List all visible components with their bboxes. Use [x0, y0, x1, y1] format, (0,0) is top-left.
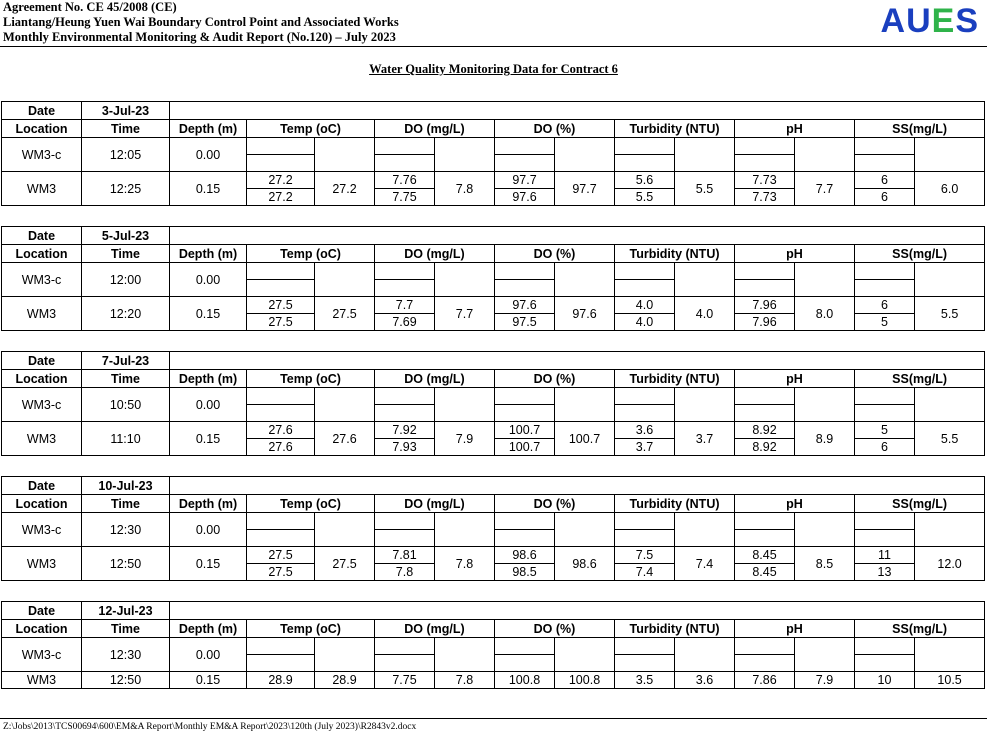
station-ph-average: 8.0 [795, 297, 855, 331]
col-time: Time [82, 495, 170, 513]
station-location: WM3 [2, 422, 82, 456]
station-ss-average: 5.5 [915, 297, 985, 331]
station-ph-readings [735, 172, 795, 206]
station-depth: 0.15 [170, 172, 247, 206]
station-do_pct-reading-2: 97.6 [512, 190, 537, 204]
station-ph-reading-1: 7.96 [735, 297, 794, 314]
control-do_pct-average [555, 138, 615, 172]
station-ph-reading-2: 8.92 [752, 440, 777, 454]
station-depth: 0.15 [170, 672, 247, 689]
control-temp-readings [247, 388, 315, 422]
control-turbidity-average [675, 638, 735, 672]
station-depth: 0.15 [170, 422, 247, 456]
station-location: WM3 [2, 547, 82, 581]
control-turbidity-readings [615, 138, 675, 172]
control-do_mg-readings [375, 638, 435, 672]
station-turbidity-reading-1: 7.5 [615, 547, 674, 564]
control-turbidity-readings [615, 388, 675, 422]
logo-letter-s: S [955, 2, 979, 40]
control-ph-average [795, 388, 855, 422]
date-row-blank [170, 477, 985, 495]
station-ss-average: 6.0 [915, 172, 985, 206]
control-ph-average [795, 513, 855, 547]
station-ss-readings [855, 422, 915, 456]
col-do_pct: DO (%) [495, 620, 615, 638]
station-ph-average: 7.9 [795, 672, 855, 689]
station-turbidity-reading-2: 4.0 [635, 315, 654, 329]
station-ph-average: 7.7 [795, 172, 855, 206]
station-do_pct-reading: 100.8 [495, 672, 555, 689]
station-do_pct-readings [495, 422, 555, 456]
station-temp-reading-2: 27.6 [268, 440, 293, 454]
station-turbidity-readings [615, 297, 675, 331]
col-time: Time [82, 620, 170, 638]
col-temp: Temp (oC) [247, 495, 375, 513]
station-ss-reading-2: 6 [881, 440, 888, 454]
control-depth: 0.00 [170, 388, 247, 422]
col-temp: Temp (oC) [247, 620, 375, 638]
col-location: Location [2, 620, 82, 638]
control-do_mg-average [435, 638, 495, 672]
date-label: Date [2, 227, 82, 245]
station-temp-readings [247, 422, 315, 456]
control-ph-average [795, 138, 855, 172]
col-location: Location [2, 245, 82, 263]
station-ph-reading-2: 8.45 [752, 565, 777, 579]
station-location: WM3 [2, 672, 82, 689]
station-ph-reading-2: 7.73 [752, 190, 777, 204]
station-time: 11:10 [82, 422, 170, 456]
station-do_pct-average: 100.7 [555, 422, 615, 456]
col-ph: pH [735, 620, 855, 638]
col-depth: Depth (m) [170, 495, 247, 513]
header-divider [0, 46, 987, 47]
station-ss-average: 5.5 [915, 422, 985, 456]
col-do_mg: DO (mg/L) [375, 245, 495, 263]
station-do_pct-reading-1: 97.6 [495, 297, 554, 314]
station-do_pct-readings [495, 547, 555, 581]
station-depth: 0.15 [170, 297, 247, 331]
col-ss: SS(mg/L) [855, 620, 985, 638]
station-do_pct-average: 97.6 [555, 297, 615, 331]
col-turbidity: Turbidity (NTU) [615, 245, 735, 263]
control-ph-readings [735, 138, 795, 172]
station-do_mg-readings [375, 422, 435, 456]
col-location: Location [2, 495, 82, 513]
col-do_pct: DO (%) [495, 245, 615, 263]
station-temp-readings [247, 547, 315, 581]
station-turbidity-reading-2: 5.5 [635, 190, 654, 204]
control-temp-average [315, 388, 375, 422]
control-do_pct-readings [495, 513, 555, 547]
col-do_pct: DO (%) [495, 495, 615, 513]
control-time: 10:50 [82, 388, 170, 422]
station-do_pct-average: 97.7 [555, 172, 615, 206]
control-time: 12:05 [82, 138, 170, 172]
control-do_pct-average [555, 638, 615, 672]
col-do_mg: DO (mg/L) [375, 620, 495, 638]
logo-letter-u: U [906, 2, 932, 40]
station-do_mg-readings [375, 172, 435, 206]
date-value: 5-Jul-23 [82, 227, 170, 245]
control-temp-readings [247, 263, 315, 297]
col-time: Time [82, 370, 170, 388]
station-temp-reading-1: 27.5 [247, 297, 314, 314]
control-do_mg-readings [375, 138, 435, 172]
control-ph-average [795, 638, 855, 672]
date-label: Date [2, 352, 82, 370]
station-temp-readings [247, 172, 315, 206]
footer-divider [0, 718, 987, 719]
col-turbidity: Turbidity (NTU) [615, 620, 735, 638]
station-ph-readings [735, 297, 795, 331]
station-do_mg-average: 7.8 [435, 672, 495, 689]
col-do_pct: DO (%) [495, 370, 615, 388]
col-turbidity: Turbidity (NTU) [615, 120, 735, 138]
station-do_mg-reading: 7.75 [375, 672, 435, 689]
date-value: 7-Jul-23 [82, 352, 170, 370]
station-do_pct-reading-2: 100.7 [508, 440, 541, 454]
control-depth: 0.00 [170, 638, 247, 672]
control-turbidity-readings [615, 263, 675, 297]
control-ph-readings [735, 263, 795, 297]
station-do_mg-average: 7.8 [435, 547, 495, 581]
station-turbidity-reading-2: 3.7 [635, 440, 654, 454]
control-turbidity-average [675, 513, 735, 547]
station-ss-reading-2: 6 [881, 190, 888, 204]
col-ss: SS(mg/L) [855, 495, 985, 513]
station-ss-readings [855, 297, 915, 331]
project-name: Liantang/Heung Yuen Wai Boundary Control Point and Associated Works [3, 15, 399, 29]
station-location: WM3 [2, 297, 82, 331]
station-do_pct-reading-2: 97.5 [512, 315, 537, 329]
control-location: WM3-c [2, 388, 82, 422]
col-temp: Temp (oC) [247, 120, 375, 138]
logo-letter-a: A [880, 2, 907, 40]
date-row-blank [170, 227, 985, 245]
col-ph: pH [735, 495, 855, 513]
control-temp-readings [247, 638, 315, 672]
station-do_pct-reading-1: 97.7 [495, 172, 554, 189]
station-do_mg-average: 7.9 [435, 422, 495, 456]
control-temp-readings [247, 513, 315, 547]
col-turbidity: Turbidity (NTU) [615, 370, 735, 388]
station-ph-reading-1: 8.92 [735, 422, 794, 439]
col-ss: SS(mg/L) [855, 370, 985, 388]
date-value: 12-Jul-23 [82, 602, 170, 620]
station-turbidity-readings [615, 172, 675, 206]
station-do_mg-reading-1: 7.92 [375, 422, 434, 439]
station-turbidity-average: 5.5 [675, 172, 735, 206]
station-time: 12:20 [82, 297, 170, 331]
col-ph: pH [735, 120, 855, 138]
col-location: Location [2, 120, 82, 138]
control-depth: 0.00 [170, 138, 247, 172]
control-do_mg-average [435, 388, 495, 422]
date-label: Date [2, 477, 82, 495]
control-ss-readings [855, 513, 915, 547]
control-do_mg-average [435, 263, 495, 297]
station-ss-reading-2: 5 [881, 315, 888, 329]
station-time: 12:25 [82, 172, 170, 206]
control-temp-average [315, 138, 375, 172]
control-do_mg-average [435, 513, 495, 547]
station-do_pct-reading-2: 98.5 [512, 565, 537, 579]
control-temp-readings [247, 138, 315, 172]
date-value: 10-Jul-23 [82, 477, 170, 495]
control-do_mg-readings [375, 513, 435, 547]
page-title: Water Quality Monitoring Data for Contract 6 [369, 62, 618, 76]
station-time: 12:50 [82, 672, 170, 689]
col-time: Time [82, 120, 170, 138]
control-do_pct-average [555, 263, 615, 297]
station-do_mg-reading-2: 7.93 [392, 440, 417, 454]
control-depth: 0.00 [170, 263, 247, 297]
station-ss-readings [855, 547, 915, 581]
control-time: 12:00 [82, 263, 170, 297]
control-location: WM3-c [2, 513, 82, 547]
station-do_pct-average: 98.6 [555, 547, 615, 581]
station-ph-readings [735, 422, 795, 456]
control-do_mg-readings [375, 388, 435, 422]
control-ph-average [795, 263, 855, 297]
control-time: 12:30 [82, 513, 170, 547]
control-ss-average [915, 138, 985, 172]
col-time: Time [82, 245, 170, 263]
control-turbidity-average [675, 388, 735, 422]
station-do_pct-readings [495, 297, 555, 331]
control-do_mg-readings [375, 263, 435, 297]
col-depth: Depth (m) [170, 120, 247, 138]
station-ss-average: 12.0 [915, 547, 985, 581]
station-temp-reading-1: 27.5 [247, 547, 314, 564]
station-turbidity-reading-1: 3.6 [615, 422, 674, 439]
station-temp-readings [247, 297, 315, 331]
station-turbidity-readings [615, 547, 675, 581]
col-depth: Depth (m) [170, 620, 247, 638]
control-turbidity-readings [615, 513, 675, 547]
control-time: 12:30 [82, 638, 170, 672]
control-do_pct-readings [495, 638, 555, 672]
station-ph-reading-1: 8.45 [735, 547, 794, 564]
agreement-number: Agreement No. CE 45/2008 (CE) [3, 0, 177, 14]
col-depth: Depth (m) [170, 245, 247, 263]
date-table [1, 101, 985, 206]
col-turbidity: Turbidity (NTU) [615, 495, 735, 513]
control-turbidity-average [675, 138, 735, 172]
report-name: Monthly Environmental Monitoring & Audit Report (No.120) – July 2023 [3, 30, 396, 44]
station-temp-average: 27.5 [315, 547, 375, 581]
station-turbidity-average: 3.6 [675, 672, 735, 689]
control-ss-average [915, 513, 985, 547]
control-location: WM3-c [2, 138, 82, 172]
col-ss: SS(mg/L) [855, 120, 985, 138]
station-do_mg-average: 7.8 [435, 172, 495, 206]
logo-letter-e: E [931, 2, 956, 40]
control-ss-average [915, 388, 985, 422]
station-ss-reading-1: 5 [855, 422, 914, 439]
station-ph-average: 8.5 [795, 547, 855, 581]
station-ph-readings [735, 547, 795, 581]
station-turbidity-average: 7.4 [675, 547, 735, 581]
station-turbidity-reading-1: 5.6 [615, 172, 674, 189]
station-ph-reading-2: 7.96 [752, 315, 777, 329]
control-do_pct-average [555, 388, 615, 422]
date-row-blank [170, 602, 985, 620]
station-temp-average: 28.9 [315, 672, 375, 689]
control-ph-readings [735, 513, 795, 547]
station-do_mg-readings [375, 547, 435, 581]
station-do_mg-readings [375, 297, 435, 331]
control-location: WM3-c [2, 263, 82, 297]
station-do_mg-reading-2: 7.8 [395, 565, 414, 579]
station-ss-readings [855, 172, 915, 206]
control-do_pct-readings [495, 263, 555, 297]
col-location: Location [2, 370, 82, 388]
control-do_mg-average [435, 138, 495, 172]
control-ss-readings [855, 138, 915, 172]
station-ph-average: 8.9 [795, 422, 855, 456]
date-row-blank [170, 352, 985, 370]
col-ph: pH [735, 245, 855, 263]
aues-logo [881, 2, 980, 40]
control-turbidity-readings [615, 638, 675, 672]
date-row-blank [170, 102, 985, 120]
station-ss-reading-1: 11 [855, 547, 914, 564]
col-ss: SS(mg/L) [855, 245, 985, 263]
col-do_mg: DO (mg/L) [375, 120, 495, 138]
station-temp-reading-2: 27.2 [268, 190, 293, 204]
station-temp-average: 27.2 [315, 172, 375, 206]
date-label: Date [2, 602, 82, 620]
col-temp: Temp (oC) [247, 370, 375, 388]
control-turbidity-average [675, 263, 735, 297]
col-do_mg: DO (mg/L) [375, 495, 495, 513]
station-turbidity-average: 3.7 [675, 422, 735, 456]
station-do_pct-average: 100.8 [555, 672, 615, 689]
station-turbidity-reading-1: 4.0 [615, 297, 674, 314]
station-ss-reading: 10 [855, 672, 915, 689]
date-table [1, 226, 985, 331]
station-ph-reading: 7.86 [735, 672, 795, 689]
col-ph: pH [735, 370, 855, 388]
report-header [3, 0, 399, 45]
station-temp-reading-1: 27.2 [247, 172, 314, 189]
station-turbidity-readings [615, 422, 675, 456]
station-temp-reading-2: 27.5 [268, 315, 293, 329]
station-temp-reading-2: 27.5 [268, 565, 293, 579]
station-do_mg-average: 7.7 [435, 297, 495, 331]
date-table [1, 351, 985, 456]
station-do_mg-reading-1: 7.81 [375, 547, 434, 564]
control-ss-average [915, 638, 985, 672]
date-label: Date [2, 102, 82, 120]
station-ss-reading-1: 6 [855, 297, 914, 314]
date-value: 3-Jul-23 [82, 102, 170, 120]
control-ss-readings [855, 638, 915, 672]
station-ss-reading-2: 13 [877, 565, 892, 579]
station-ss-average: 10.5 [915, 672, 985, 689]
station-time: 12:50 [82, 547, 170, 581]
col-do_pct: DO (%) [495, 120, 615, 138]
station-temp-reading: 28.9 [247, 672, 315, 689]
station-ss-reading-1: 6 [855, 172, 914, 189]
control-temp-average [315, 513, 375, 547]
station-turbidity-average: 4.0 [675, 297, 735, 331]
station-turbidity-reading: 3.5 [615, 672, 675, 689]
station-depth: 0.15 [170, 547, 247, 581]
station-do_mg-reading-1: 7.76 [375, 172, 434, 189]
col-temp: Temp (oC) [247, 245, 375, 263]
control-ss-average [915, 263, 985, 297]
control-do_pct-readings [495, 388, 555, 422]
station-do_pct-reading-1: 100.7 [495, 422, 554, 439]
control-temp-average [315, 263, 375, 297]
control-do_pct-readings [495, 138, 555, 172]
station-location: WM3 [2, 172, 82, 206]
control-do_pct-average [555, 513, 615, 547]
station-do_pct-reading-1: 98.6 [495, 547, 554, 564]
date-table [1, 601, 985, 689]
station-temp-average: 27.5 [315, 297, 375, 331]
station-do_mg-reading-2: 7.69 [392, 315, 417, 329]
col-do_mg: DO (mg/L) [375, 370, 495, 388]
control-ss-readings [855, 263, 915, 297]
station-do_mg-reading-2: 7.75 [392, 190, 417, 204]
control-ss-readings [855, 388, 915, 422]
control-ph-readings [735, 388, 795, 422]
date-table [1, 476, 985, 581]
control-temp-average [315, 638, 375, 672]
station-turbidity-reading-2: 7.4 [635, 565, 654, 579]
station-do_pct-readings [495, 172, 555, 206]
station-ph-reading-1: 7.73 [735, 172, 794, 189]
control-ph-readings [735, 638, 795, 672]
control-depth: 0.00 [170, 513, 247, 547]
station-temp-reading-1: 27.6 [247, 422, 314, 439]
control-location: WM3-c [2, 638, 82, 672]
col-depth: Depth (m) [170, 370, 247, 388]
station-do_mg-reading-1: 7.7 [375, 297, 434, 314]
station-temp-average: 27.6 [315, 422, 375, 456]
file-path-footer: Z:\Jobs\2013\TCS00694\600\EM&A Report\Monthly EM&A Report\2023\120th (July 2023)\R2843v2.docx [3, 722, 417, 732]
